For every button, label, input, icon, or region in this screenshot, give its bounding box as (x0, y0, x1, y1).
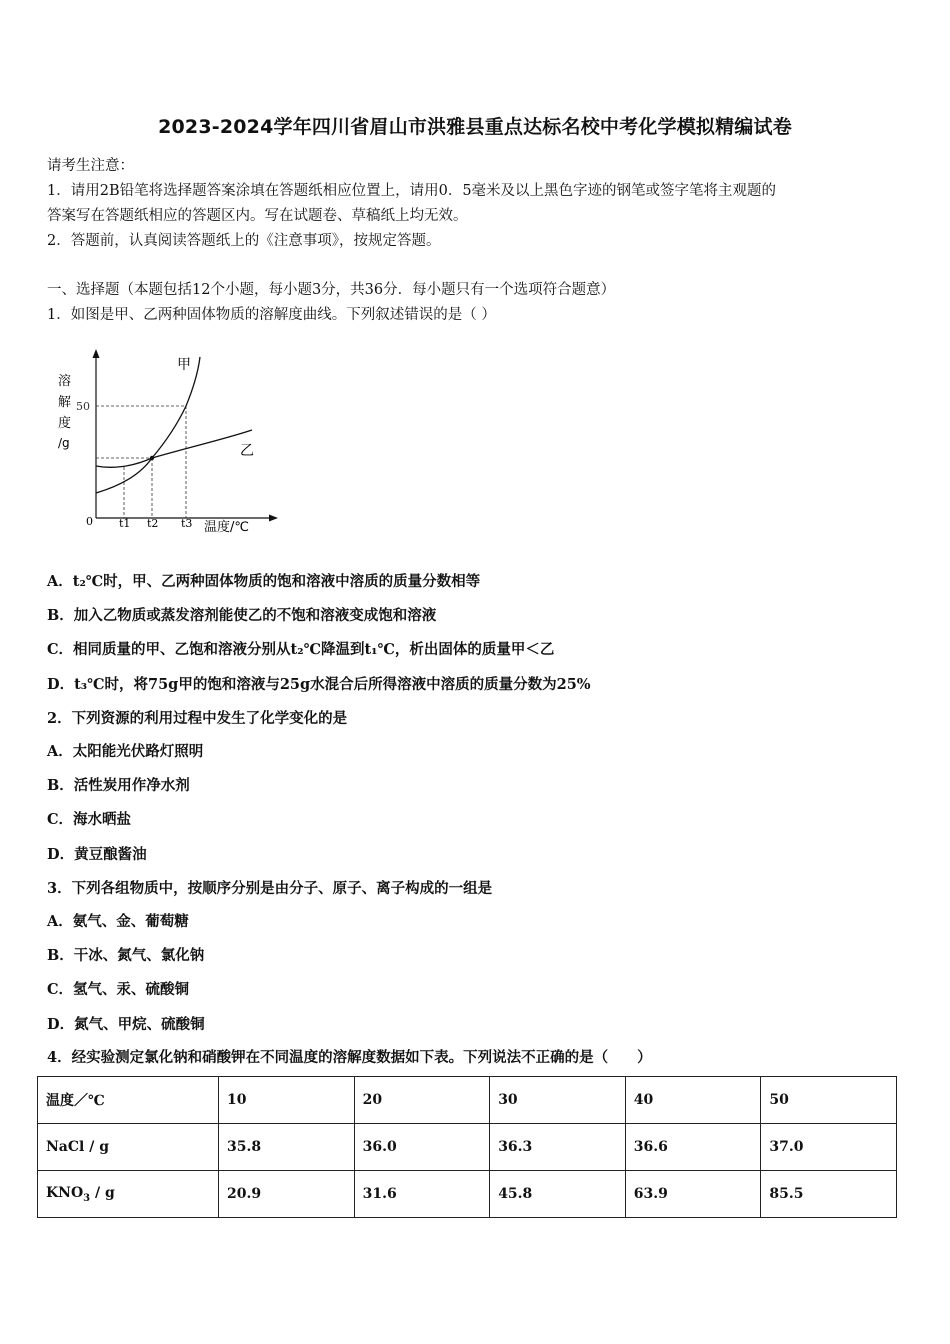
ylabel-3: 度 (58, 416, 72, 431)
q2-stem: 2．下列资源的利用过程中发生了化学变化的是 (47, 710, 348, 727)
intersection-point (150, 456, 154, 460)
table-cell: NaCl / g (38, 1124, 219, 1171)
section-heading: 一、选择题（本题包括12个小题，每小题3分，共36分．每小题只有一个选项符合题意） (47, 282, 616, 298)
table-cell: 36.6 (625, 1124, 761, 1171)
t2-label: t2 (147, 517, 159, 530)
table-row (38, 1124, 897, 1171)
q3-stem: 3．下列各组物质中，按顺序分别是由分子、原子、离子构成的一组是 (47, 880, 493, 897)
curve-yi (96, 430, 252, 467)
q3-option-a: A．氨气、金、葡萄糖 (47, 913, 189, 930)
table-cell: 63.9 (625, 1171, 761, 1218)
table-cell (38, 1171, 219, 1218)
t1-label: t1 (119, 517, 131, 530)
table-cell: 20.9 (219, 1171, 355, 1218)
kno3-unit: / g (90, 1184, 115, 1201)
table-cell: 85.5 (761, 1171, 897, 1218)
table-cell: 30 (490, 1077, 626, 1124)
q1-option-a: A．t₂℃时，甲、乙两种固体物质的饱和溶液中溶质的质量分数相等 (47, 573, 481, 590)
table-cell: 50 (761, 1077, 897, 1124)
notice-line-1: 1．请用2B铅笔将选择题答案涂填在答题纸相应位置上，请用0．5毫米及以上黑色字迹的钢笔或签字笔将主观题的 (47, 183, 777, 199)
table-cell: 35.8 (219, 1124, 355, 1171)
curve-jia (96, 357, 200, 493)
ylabel-2: 解 (58, 395, 72, 410)
q2-option-c: C．海水晒盐 (47, 811, 132, 828)
y-axis-arrow (93, 349, 100, 358)
xlabel: 温度/℃ (204, 520, 249, 535)
label-yi: 乙 (240, 443, 254, 459)
q2-option-b: B．活性炭用作净水剂 (47, 777, 190, 794)
q2-option-a: A．太阳能光伏路灯照明 (47, 743, 204, 760)
table-cell: 20 (354, 1077, 490, 1124)
table-row (38, 1077, 897, 1124)
q1-option-c: C．相同质量的甲、乙饱和溶液分别从t₂℃降温到t₁℃，析出固体的质量甲＜乙 (47, 641, 555, 658)
kno3-subscript: 3 (83, 1192, 91, 1204)
table-row (38, 1171, 897, 1218)
table-cell: 36.3 (490, 1124, 626, 1171)
q1-option-d: D．t₃℃时，将75g甲的饱和溶液与25g水混合后所得溶液中溶质的质量分数为25% (47, 676, 591, 693)
q4-stem: 4．经实验测定氯化钠和硝酸钾在不同温度的溶解度数据如下表。下列说法不正确的是（ ） (47, 1049, 652, 1066)
table-cell: 45.8 (490, 1171, 626, 1218)
kno3-label: KNO (46, 1184, 84, 1201)
notice-heading: 请考生注意： (47, 158, 134, 174)
table-cell: 10 (219, 1077, 355, 1124)
table-cell: 40 (625, 1077, 761, 1124)
solubility-graph (50, 343, 290, 543)
q3-option-b: B．干冰、氮气、氯化钠 (47, 947, 205, 964)
solubility-table (37, 1076, 897, 1218)
page-title: 2023-2024学年四川省眉山市洪雅县重点达标名校中考化学模拟精编试卷 (158, 116, 792, 138)
notice-line-2: 答案写在答题纸相应的答题区内。写在试题卷、草稿纸上均无效。 (47, 208, 468, 224)
notice-line-3: 2．答题前，认真阅读答题纸上的《注意事项》，按规定答题。 (47, 233, 441, 249)
table-cell: 温度／℃ (38, 1077, 219, 1124)
y-tick-50: 50 (76, 400, 90, 413)
q2-option-d: D．黄豆酿酱油 (47, 846, 147, 863)
t3-label: t3 (181, 517, 193, 530)
q3-option-d: D．氮气、甲烷、硫酸铜 (47, 1016, 205, 1033)
label-jia: 甲 (177, 357, 191, 373)
x-axis-arrow (269, 515, 278, 522)
origin-label: 0 (86, 515, 93, 528)
ylabel-1: 溶 (58, 374, 72, 389)
table-cell: 31.6 (354, 1171, 490, 1218)
ylabel-4: /g (58, 436, 70, 450)
q1-option-b: B．加入乙物质或蒸发溶剂能使乙的不饱和溶液变成饱和溶液 (47, 607, 437, 624)
q3-option-c: C．氢气、汞、硫酸铜 (47, 981, 190, 998)
table-cell: 36.0 (354, 1124, 490, 1171)
table-cell: 37.0 (761, 1124, 897, 1171)
q1-stem: 1．如图是甲、乙两种固体物质的溶解度曲线。下列叙述错误的是（ ） (47, 307, 496, 323)
